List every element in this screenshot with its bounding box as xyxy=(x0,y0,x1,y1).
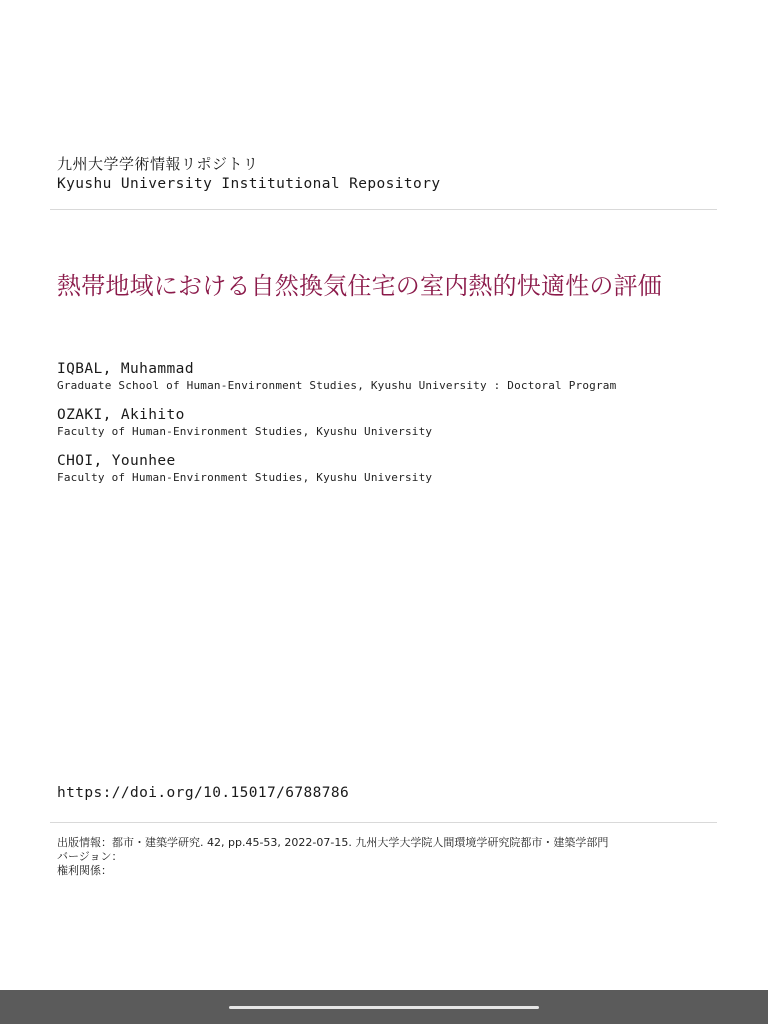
author-name: OZAKI, Akihito xyxy=(57,407,185,423)
publication-details: 出版情報：都市・建築学研究. 42, pp.45-53, 2022-07-15. 九州大学大学院人間環境学研究院都市・建築学部門 xyxy=(57,836,609,849)
home-indicator[interactable] xyxy=(229,1006,539,1009)
author-affiliation: Faculty of Human-Environment Studies, Kyushu University xyxy=(57,471,433,484)
footer-divider xyxy=(50,822,717,823)
author-name: CHOI, Younhee xyxy=(57,453,176,469)
paper-title: 熱帯地域における自然換気住宅の室内熱的快適性の評価 xyxy=(57,272,662,300)
author-list xyxy=(57,360,737,498)
header-divider xyxy=(50,209,717,210)
author-entry xyxy=(57,452,737,485)
author-affiliation: Faculty of Human-Environment Studies, Kyushu University xyxy=(57,425,433,438)
author-entry xyxy=(57,406,737,439)
version-label: バージョン： xyxy=(57,850,123,863)
author-name: IQBAL, Muhammad xyxy=(57,361,194,377)
doi-link[interactable]: https://doi.org/10.15017/6788786 xyxy=(57,785,350,801)
repository-header xyxy=(57,154,717,194)
repository-name-en: Kyushu University Institutional Repository xyxy=(57,176,441,192)
publication-info xyxy=(57,836,717,878)
author-entry xyxy=(57,360,737,393)
repository-name-ja: 九州大学学術情報リポジトリ xyxy=(57,155,259,173)
bottom-toolbar xyxy=(0,990,768,1024)
rights-label: 権利関係： xyxy=(57,864,112,877)
doi-line xyxy=(57,784,349,803)
author-affiliation: Graduate School of Human-Environment Studies, Kyushu University : Doctoral Program xyxy=(57,379,617,392)
